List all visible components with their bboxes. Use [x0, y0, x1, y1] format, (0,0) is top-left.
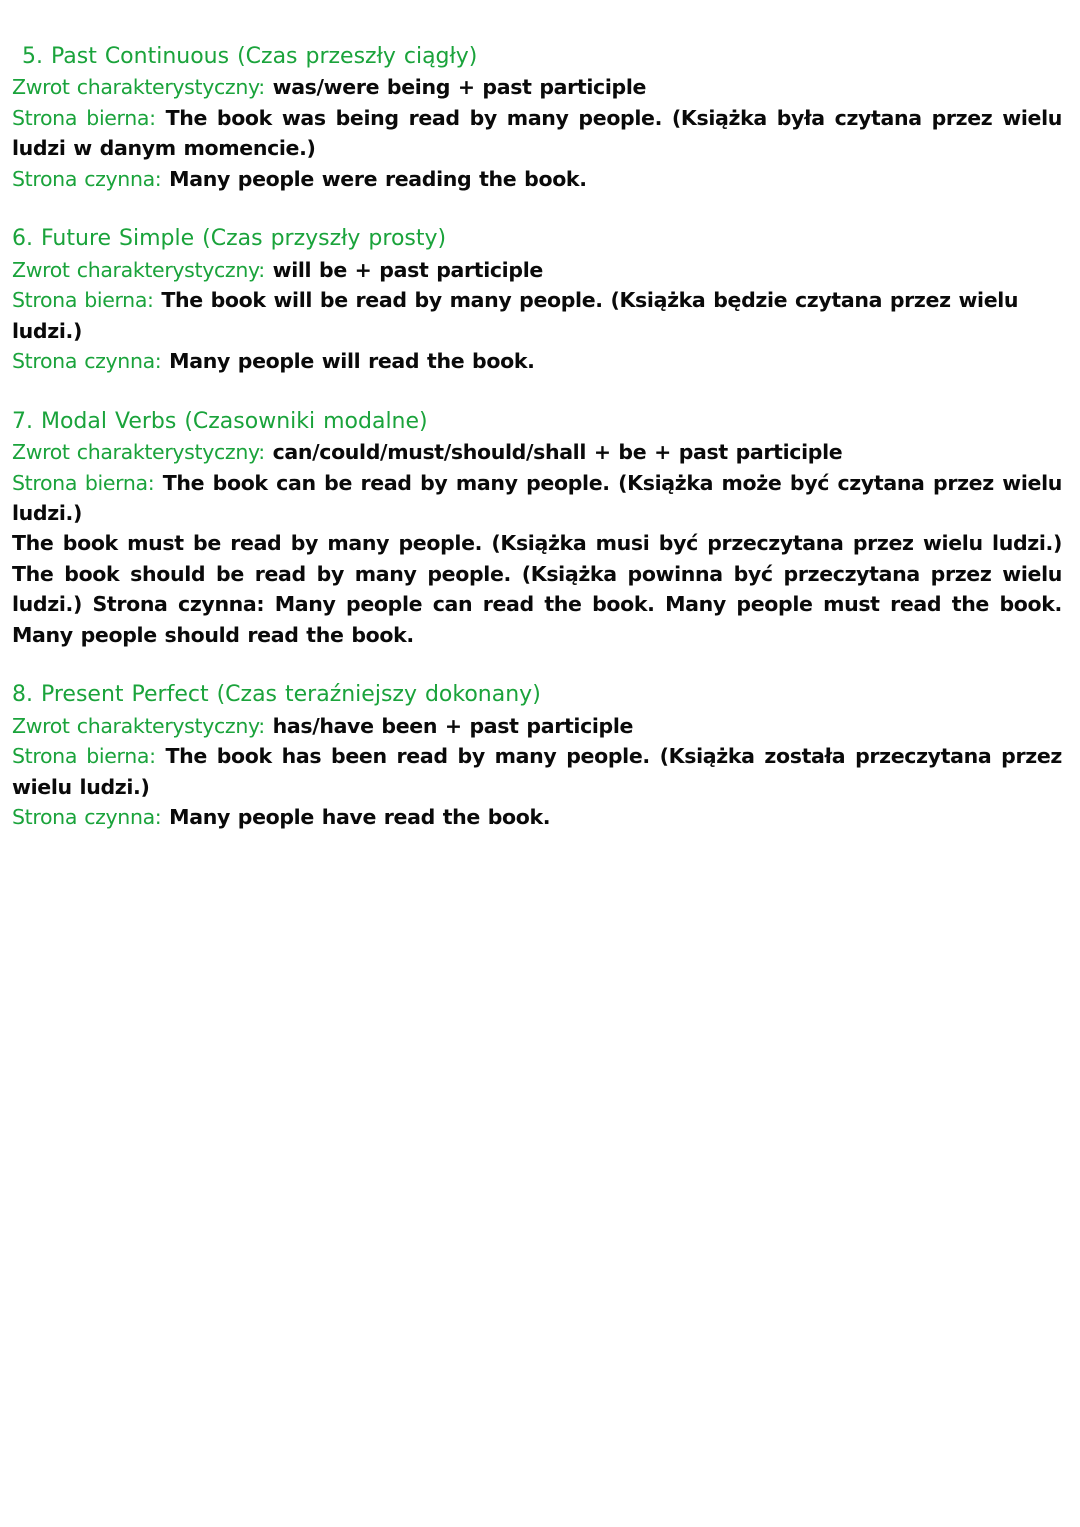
bierna-text: The book will be read by many people. (Książka będzie czytana przez wielu ludzi.) [12, 288, 1019, 343]
czynna-line [12, 802, 1062, 832]
section-heading: 7. Modal Verbs (Czasowniki modalne) [12, 408, 428, 434]
bierna-line [12, 468, 1062, 529]
czynna-line [12, 164, 1062, 194]
bierna-label: Strona bierna: [12, 105, 156, 130]
section-heading: 6. Future Simple (Czas przyszły prosty) [12, 226, 447, 252]
section-past-continuous [12, 42, 1062, 194]
czynna-label: Strona czynna: [12, 349, 162, 374]
czynna-label: Strona czynna: [12, 166, 162, 191]
section-present-perfect [12, 680, 1062, 832]
zwrot-label: Zwrot charakterystyczny: [12, 257, 265, 282]
section-heading: 8. Present Perfect (Czas teraźniejszy dokonany) [12, 682, 541, 708]
bierna-line [12, 285, 1062, 346]
section-heading: 5. Past Continuous (Czas przeszły ciągły) [22, 44, 478, 69]
zwrot-label: Zwrot charakterystyczny: [12, 75, 265, 100]
bierna-label: Strona bierna: [12, 744, 156, 769]
bierna-text: The book can be read by many people. (Książka może być czytana przez wielu ludzi.) [12, 470, 1063, 526]
document-page [12, 42, 1062, 863]
bierna-label: Strona bierna: [12, 470, 155, 495]
bierna-label: Strona bierna: [12, 288, 154, 313]
bierna-line [12, 103, 1062, 164]
czynna-text: Many people will read the book. [169, 349, 535, 374]
bierna-line [12, 741, 1062, 802]
zwrot-text: can/could/must/should/shall + be + past participle [272, 440, 843, 465]
bierna-text: The book was being read by many people. (Książka była czytana przez wielu ludzi w danym momencie.) [12, 105, 1062, 161]
czynna-label: Strona czynna: [12, 805, 162, 830]
zwrot-text: has/have been + past participle [272, 713, 634, 738]
section-future-simple [12, 224, 1062, 376]
zwrot-text: will be + past participle [272, 257, 543, 282]
zwrot-line [12, 711, 1062, 741]
zwrot-label: Zwrot charakterystyczny: [12, 440, 265, 465]
modal-examples-paragraph: The book must be read by many people. (Książka musi być przeczytana przez wielu ludzi.) The book should be read by many people. (Książka powinna być przeczytana przez wielu ludzi.) Strona czynna: Many people can read the book. Many people must read the book. Many people should read the book. [12, 531, 1062, 647]
zwrot-label: Zwrot charakterystyczny: [12, 713, 265, 738]
zwrot-line [12, 255, 1062, 285]
czynna-text: Many people were reading the book. [169, 166, 587, 191]
zwrot-line [12, 437, 1062, 467]
zwrot-text: was/were being + past participle [272, 75, 647, 100]
zwrot-line [12, 72, 1062, 102]
bierna-text: The book has been read by many people. (Książka została przeczytana przez wielu ludzi.) [12, 744, 1062, 799]
section-modal-verbs [12, 407, 1062, 650]
czynna-line [12, 346, 1062, 376]
czynna-text: Many people have read the book. [169, 805, 551, 830]
